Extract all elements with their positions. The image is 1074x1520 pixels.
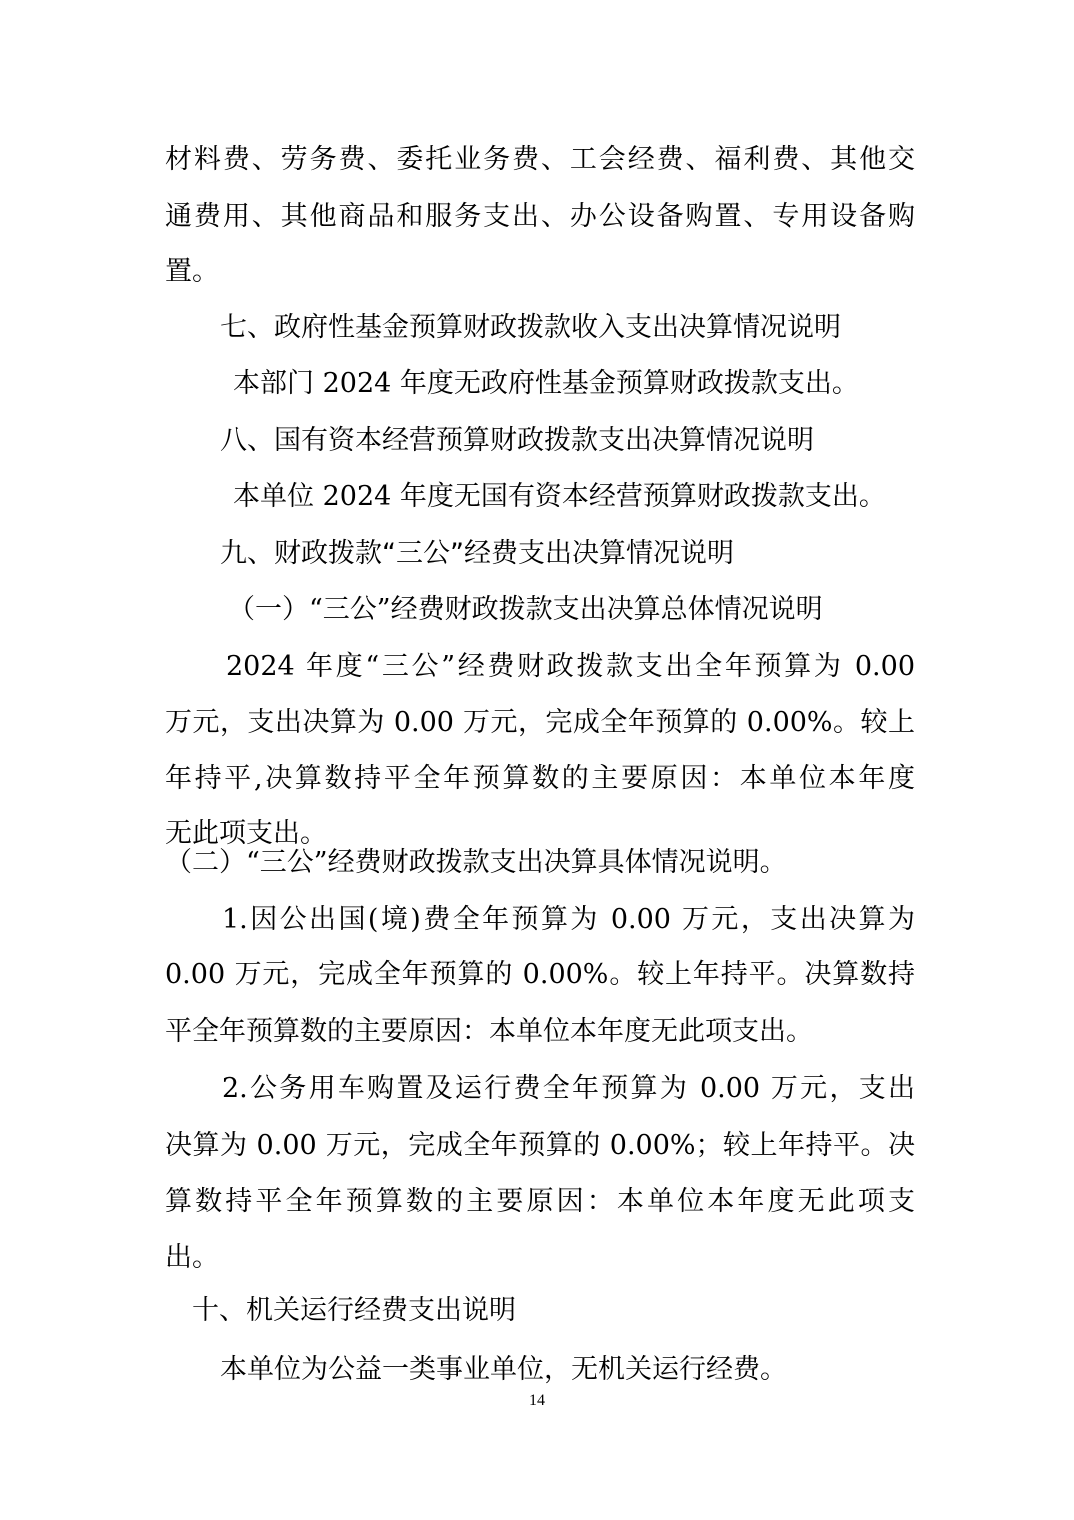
item1-line-3: 平全年预算数的主要原因：本单位本年度无此项支出。 [165, 1016, 813, 1047]
sub1-line-4: 无此项支出。 [165, 818, 327, 849]
section10-heading: 十、机关运行经费支出说明 [192, 1295, 516, 1326]
expenses-line-1: 材料费、劳务费、委托业务费、工会经费、福利费、其他交 [165, 144, 915, 175]
sub1-line-1: 2024 年度“三公”经费财政拨款支出全年预算为 0.00 [226, 651, 915, 682]
section9-sub2-heading: （二）“三公”经费财政拨款支出决算具体情况说明。 [165, 847, 787, 878]
item2-line-4: 出。 [165, 1242, 219, 1273]
sub1-line-2: 万元，支出决算为 0.00 万元，完成全年预算的 0.00%。较上 [165, 707, 915, 738]
expenses-line-3: 置。 [165, 256, 219, 287]
item1-line-1: 1.因公出国(境)费全年预算为 0.00 万元，支出决算为 [222, 904, 915, 935]
item1-line-2: 0.00 万元，完成全年预算的 0.00%。较上年持平。决算数持 [165, 959, 915, 990]
section7-body: 本部门 2024 年度无政府性基金预算财政拨款支出。 [233, 368, 859, 399]
item2-line-1: 2.公务用车购置及运行费全年预算为 0.00 万元，支出 [222, 1073, 915, 1104]
sub1-line-3: 年持平,决算数持平全年预算数的主要原因：本单位本年度 [165, 763, 915, 794]
section8-heading: 八、国有资本经营预算财政拨款支出决算情况说明 [220, 425, 814, 456]
page-number: 14 [529, 1392, 545, 1409]
section9-sub1-heading: （一）“三公”经费财政拨款支出决算总体情况说明 [228, 594, 823, 625]
section8-body: 本单位 2024 年度无国有资本经营预算财政拨款支出。 [233, 481, 886, 512]
section9-heading: 九、财政拨款“三公”经费支出决算情况说明 [220, 538, 734, 569]
section7-heading: 七、政府性基金预算财政拨款收入支出决算情况说明 [220, 312, 841, 343]
item2-line-2: 决算为 0.00 万元，完成全年预算的 0.00%；较上年持平。决 [165, 1130, 915, 1161]
section10-body: 本单位为公益一类事业单位，无机关运行经费。 [220, 1354, 787, 1385]
item2-line-3: 算数持平全年预算数的主要原因：本单位本年度无此项支 [165, 1186, 915, 1217]
expenses-line-2: 通费用、其他商品和服务支出、办公设备购置、专用设备购 [165, 201, 915, 232]
